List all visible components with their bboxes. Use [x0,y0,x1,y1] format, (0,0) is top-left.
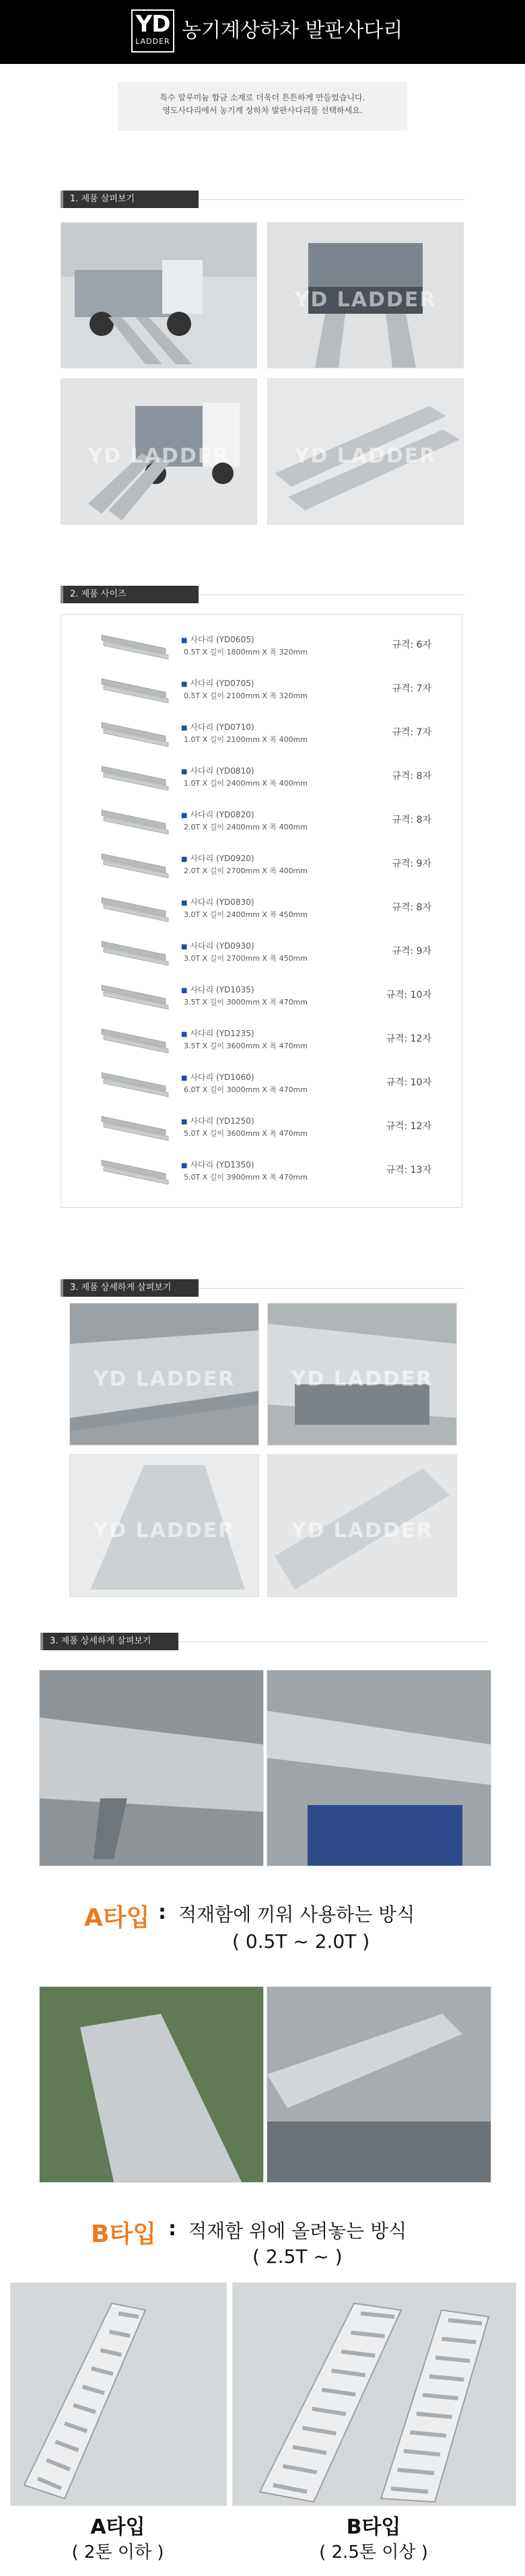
product-row [61,842,462,885]
type-b-colon: : [168,2217,176,2241]
watermark-text: YD LADDER [291,1367,433,1391]
type-b-range: ( 2.5T ~ ) [252,2245,343,2268]
product-spec: 5.0T X 길이 3900mm X 폭 470mm [184,1173,308,1182]
product-name-text: 사다리 (YD1350) [190,1160,254,1170]
product-spec: 3.5T X 길이 3600mm X 폭 470mm [184,1042,308,1050]
product-spec: 6.0T X 길이 3000mm X 폭 470mm [184,1085,308,1094]
bullet-icon: ■ [181,900,188,907]
page-title: 농기계상하차 발판사다리 [182,19,403,42]
ladder-thumbnail [98,759,172,792]
product-row [61,929,462,972]
bullet-icon: ■ [181,1162,188,1170]
bullet-icon: ■ [181,1118,188,1126]
product-row [61,798,462,841]
section-label-sizes: 2. 제품 사이즈 [61,586,199,603]
bullet-icon: ■ [181,987,188,994]
watermark-text: YD LADDER [291,1518,433,1543]
product-name-text: 사다리 (YD1035) [190,985,254,994]
product-count: 규격: 8자 [392,815,431,825]
ladder-thumbnail [98,803,172,836]
product-name [181,984,254,995]
watermark-text: YD LADDER [93,1518,236,1543]
bullet-icon: ■ [181,856,188,863]
product-row [61,623,462,666]
product-name [181,1115,254,1126]
ladder-thumbnail [98,1022,172,1054]
product-spec: 0.5T X 길이 2100mm X 폭 320mm [184,691,308,700]
photo-type-a-ladder [10,2282,227,2506]
product-row [61,667,462,710]
product-name-text: 사다리 (YD1060) [190,1073,254,1082]
photo-type-b-mount [267,1986,491,2183]
ladder-thumbnail [98,1110,172,1142]
intro-line-1: 특수 알루미늄 합금 소재로 더욱더 튼튼하게 만들었습니다. [160,93,365,102]
photo-type-a-closeup [39,1670,264,1866]
product-name [181,940,254,951]
ladder-thumbnail [98,891,172,923]
watermark-text: YD LADDER [294,444,437,468]
type-b-title: B타입 [91,2221,156,2248]
product-row [61,754,462,797]
product-count: 규격: 12자 [386,1033,431,1044]
product-name-text: 사다리 (YD0705) [190,679,254,688]
ladder-thumbnail [98,935,172,967]
photo-type-b-ladder [232,2282,516,2506]
product-name-text: 사다리 (YD0710) [190,722,254,732]
type-a-range: ( 0.5T ~ 2.0T ) [232,1930,370,1953]
ladder-thumbnail [98,716,172,748]
product-count: 규격: 9자 [392,946,431,957]
ladder-thumbnail [98,1066,172,1098]
photo-truck-rear [267,222,464,368]
intro-line-2: 영도사다리에서 농기계 상하차 발판사다리를 선택하세요. [162,106,363,115]
product-name-text: 사다리 (YD0930) [190,941,254,951]
product-name [181,896,254,908]
watermark-text: YD LADDER [88,444,230,468]
product-spec: 2.0T X 길이 2700mm X 폭 400mm [184,867,308,875]
brand-logo [131,9,174,53]
watermark-text: YD LADDER [93,1367,236,1391]
ladder-thumbnail [98,672,172,704]
photo-detail-rungs [69,1454,259,1597]
type-a-colon: : [158,1901,166,1924]
product-name [181,721,254,733]
photo-type-a-mount [267,1670,491,1866]
product-name [181,1027,254,1039]
product-spec: 3.0T X 길이 2700mm X 폭 450mm [184,954,308,963]
product-name [181,765,254,776]
ladder-thumbnail [98,847,172,879]
product-name [181,677,254,689]
compare-a-subtitle: ( 2톤 이하 ) [71,2542,164,2563]
photo-truck-side [61,222,257,368]
product-row [61,1148,462,1191]
product-row [61,1104,462,1147]
product-spec: 3.0T X 길이 2400mm X 폭 450mm [184,910,308,919]
product-name [181,1071,254,1083]
photo-detail-edge [267,1303,457,1446]
page-header [0,0,525,64]
section-divider [178,1641,488,1642]
type-a-title: A타입 [84,1904,150,1932]
photo-type-b-closeup [39,1986,264,2183]
bullet-icon: ■ [181,1031,188,1038]
bullet-icon: ■ [181,943,188,951]
product-name-text: 사다리 (YD0810) [190,766,254,776]
compare-b-title: B타입 [346,2515,401,2539]
ladder-thumbnail [98,978,172,1011]
product-count: 규격: 13자 [386,1165,431,1176]
ladder-thumbnail [98,1153,172,1186]
compare-b-subtitle: ( 2.5톤 이상 ) [319,2542,428,2563]
photo-ladder-pair [267,378,464,524]
product-spec: 5.0T X 길이 3600mm X 폭 470mm [184,1129,308,1138]
product-row [61,885,462,928]
product-name [181,852,254,864]
logo-main-text: YD [135,11,170,38]
product-count: 규격: 8자 [392,902,431,913]
bullet-icon: ■ [181,812,188,819]
product-name-text: 사다리 (YD1235) [190,1029,254,1038]
type-a-description: 적재함에 끼워 사용하는 방식 [178,1903,415,1926]
section-label-overview: 1. 제품 살펴보기 [61,191,199,208]
product-row [61,1060,462,1104]
product-count: 규격: 8자 [392,771,431,782]
compare-a-title: A타입 [90,2515,145,2539]
product-row [61,1017,462,1060]
product-count: 규격: 10자 [386,990,431,1001]
product-row [61,973,462,1016]
product-count: 규격: 7자 [392,683,431,694]
section-divider [199,199,464,200]
bullet-icon: ■ [181,681,188,688]
watermark-text: YD LADDER [294,287,437,312]
bullet-icon: ■ [181,724,188,732]
bullet-icon: ■ [181,768,188,776]
type-b-description: 적재함 위에 올려놓는 방식 [188,2220,407,2242]
bullet-icon: ■ [181,637,188,644]
bullet-icon: ■ [181,1075,188,1082]
product-spec: 2.0T X 길이 2400mm X 폭 400mm [184,823,308,832]
product-size-list [61,614,462,1208]
product-count: 규격: 9자 [392,858,431,869]
product-count: 규격: 10자 [386,1077,431,1088]
product-spec: 1.0T X 길이 2100mm X 폭 400mm [184,735,308,744]
product-name-text: 사다리 (YD0920) [190,854,254,863]
product-name-text: 사다리 (YD0830) [190,897,254,907]
section-label-detail: 3. 제품 상세하게 살펴보기 [61,1279,199,1297]
ladder-thumbnail [98,628,172,660]
product-spec: 3.5T X 길이 3000mm X 폭 470mm [184,998,308,1007]
section-divider [199,1288,464,1289]
product-name-text: 사다리 (YD1250) [190,1116,254,1126]
product-row [61,710,462,753]
photo-detail-hook [69,1303,259,1446]
product-name [181,809,254,820]
product-spec: 0.5T X 길이 1800mm X 폭 320mm [184,648,308,656]
product-name [181,1159,254,1170]
photo-truck-angle [61,378,257,524]
section-label-detail-2: 3. 제품 상세하게 살펴보기 [40,1633,178,1650]
product-spec: 1.0T X 길이 2400mm X 폭 400mm [184,779,308,788]
photo-detail-angle [267,1454,457,1597]
product-name-text: 사다리 (YD0605) [190,635,254,644]
product-name-text: 사다리 (YD0820) [190,810,254,819]
product-count: 규격: 12자 [386,1121,431,1132]
logo-sub-text: LADDER [135,37,170,46]
product-count: 규격: 7자 [392,727,431,738]
intro-box [118,82,407,131]
product-name [181,634,254,645]
product-count: 규격: 6자 [392,640,431,650]
